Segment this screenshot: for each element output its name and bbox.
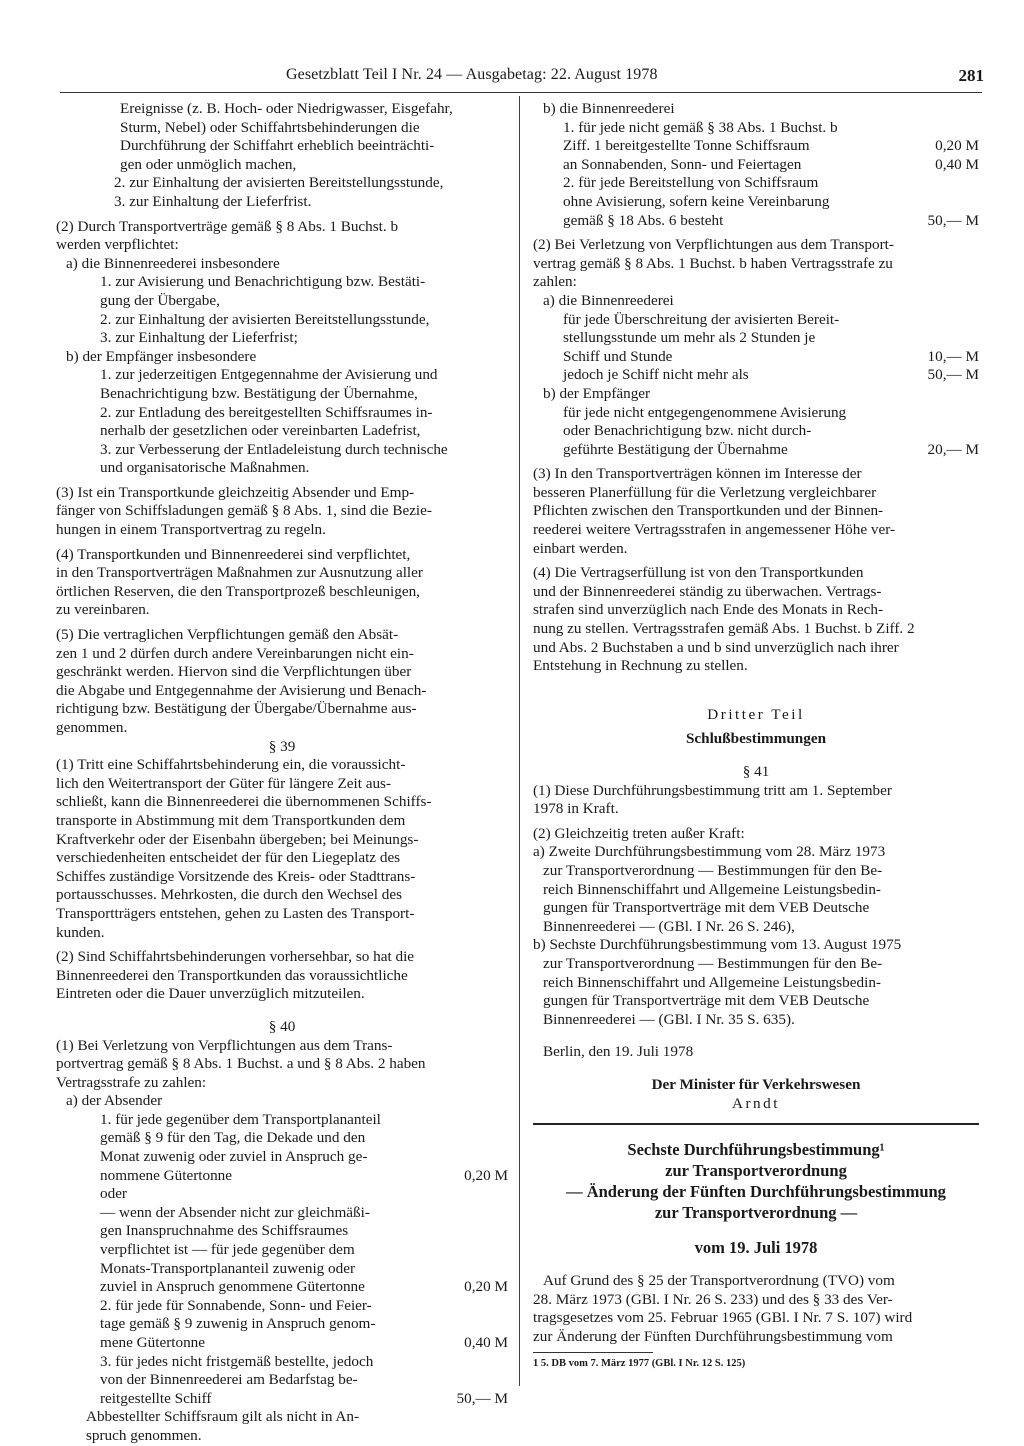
line-text: (4) Die Vertragserfüllung ist von den Transportkunden	[533, 564, 864, 582]
text-line	[56, 564, 508, 583]
line-text: spruch genommen.	[86, 1426, 202, 1444]
text-line	[56, 812, 508, 831]
text-line	[56, 174, 508, 193]
text-line	[56, 1167, 508, 1186]
text-line	[56, 1111, 508, 1130]
line-text: Abbestellter Schiffsraum gilt als nicht in An-	[86, 1408, 360, 1426]
line-text: und organisatorische Maßnahmen.	[100, 459, 310, 477]
text-line	[533, 1076, 979, 1095]
line-text: reich Binnenschiffahrt und Allgemeine Leistungsbedin-	[543, 973, 881, 991]
text-line	[533, 1291, 979, 1310]
penalty-amount: 0,40 M	[464, 1334, 508, 1351]
line-text: gung der Übergabe,	[100, 291, 220, 309]
line-text: 3. für jedes nicht fristgemäß bestellte, jedoch	[100, 1352, 374, 1370]
line-text: Berlin, den 19. Juli 1978	[543, 1043, 694, 1061]
text-line	[533, 918, 979, 937]
text-line	[533, 992, 979, 1011]
header-rule	[60, 92, 982, 93]
line-text: Schiff und Stunde	[563, 347, 673, 365]
text-line	[533, 255, 979, 274]
line-text: nommene Gütertonne	[100, 1166, 233, 1184]
line-text: richtigung bzw. Bestätigung der Übergabe/Übernahme aus-	[56, 700, 417, 718]
line-text: fänger von Schiffsladungen gemäß § 8 Abs. 1, sind die Bezie-	[56, 502, 432, 520]
text-line	[56, 849, 508, 868]
text-line	[533, 156, 979, 175]
line-text: 2. zur Einhaltung der avisierten Bereitstellungsstunde,	[100, 310, 430, 328]
line-text: — wenn der Absender nicht zur gleichmäßi-	[100, 1203, 370, 1221]
penalty-amount: 10,— M	[927, 347, 979, 365]
line-text: zuviel in Anspruch genommene Gütertonne	[100, 1278, 365, 1296]
footnote-rule	[533, 1352, 653, 1353]
line-text: (4) Transportkunden und Binnenreederei sind verpflichtet,	[56, 545, 411, 563]
text-line	[56, 1092, 508, 1111]
text-line	[56, 1037, 508, 1056]
text-line	[56, 868, 508, 887]
line-text: b) der Empfänger insbesondere	[66, 347, 257, 365]
text-line	[56, 329, 508, 348]
line-text: (1) Tritt eine Schiffahrtsbehinderung ein, die voraussicht-	[56, 756, 406, 774]
line-text: Der Minister für Verkehrswesen	[651, 1075, 861, 1093]
text-line	[56, 1018, 508, 1037]
text-line	[56, 1390, 508, 1409]
spacer	[56, 1004, 508, 1018]
line-text: gen Inanspruchnahme des Schiffsraumes	[100, 1222, 349, 1240]
text-line	[533, 1202, 979, 1223]
line-text: nerhalb der gesetzlichen oder vereinbarten Ladefrist,	[100, 422, 421, 440]
line-text: a) Zweite Durchführungsbestimmung vom 28. März 1973	[533, 843, 886, 861]
text-line	[533, 1272, 979, 1291]
text-line	[56, 1074, 508, 1093]
text-line	[56, 1315, 508, 1334]
line-text: Binnenreederei — (GBl. I Nr. 26 S. 246),	[543, 917, 795, 935]
line-text: Eintreten oder die Dauer unverzüglich mitzuteilen.	[56, 985, 365, 1003]
line-text: portausschusses. Mehrkosten, die durch den Wechsel des	[56, 886, 403, 904]
penalty-amount: 0,20 M	[935, 137, 979, 155]
text-line	[533, 422, 979, 441]
line-text: 1. zur jederzeitigen Entgegennahme der Avisierung und	[100, 366, 438, 384]
line-text: Dritter Teil	[707, 705, 805, 723]
text-line	[533, 521, 979, 540]
line-text: b) Sechste Durchführungsbestimmung vom 13. August 1975	[533, 936, 902, 954]
text-line	[56, 137, 508, 156]
right-column	[533, 100, 979, 1371]
footnote: 1 5. DB vom 7. März 1977 (GBl. I Nr. 12 S. 125)	[533, 1358, 746, 1370]
line-text: 3. zur Einhaltung der Lieferfrist.	[114, 192, 312, 210]
line-text: Schiffes zuständige Vorsitzende des Kreis- oder Stadttrans-	[56, 867, 416, 885]
text-line	[56, 1408, 508, 1427]
text-line	[533, 236, 979, 255]
text-line	[56, 1222, 508, 1241]
penalty-amount: 0,40 M	[935, 155, 979, 173]
line-text: (5) Die vertraglichen Verpflichtungen gemäß den Absät-	[56, 626, 399, 644]
line-text: tragsgesetzes vom 25. Februar 1965 (GBl. I Nr. 7 S. 107) wird	[533, 1309, 913, 1327]
text-line	[56, 502, 508, 521]
text-line	[533, 441, 979, 460]
text-line	[56, 719, 508, 738]
text-line	[56, 700, 508, 719]
line-text: gemäß § 9 für den Tag, die Dekade und den	[100, 1129, 366, 1147]
line-text: zur Transportverordnung — Bestimmungen für den Be-	[543, 861, 883, 879]
text-line	[56, 948, 508, 967]
text-line	[533, 1043, 979, 1062]
text-line	[533, 564, 979, 583]
line-text: 1. zur Avisierung und Benachrichtigung bzw. Bestäti-	[100, 273, 426, 291]
spacer	[533, 676, 979, 706]
line-text: Benachrichtigung bzw. Bestätigung der Übernahme,	[100, 384, 418, 402]
text-line	[533, 348, 979, 367]
line-text: besseren Planerfüllung für die Verletzung vergleichbarer	[533, 483, 877, 501]
line-text: a) die Binnenreederei insbesondere	[66, 254, 280, 272]
line-text: tage gemäß § 9 zuwenig in Anspruch genom-	[100, 1315, 376, 1333]
text-line	[533, 825, 979, 844]
line-text: zur Transportverordnung —	[654, 1203, 858, 1223]
left-column	[56, 100, 508, 1446]
line-text: lich den Weitertransport der Güter für längere Zeit aus-	[56, 774, 392, 792]
text-line	[533, 311, 979, 330]
page-header	[30, 66, 984, 90]
line-text: — Änderung der Fünften Durchführungsbestimmung	[566, 1182, 946, 1202]
line-text: werden verpflichtet:	[56, 236, 179, 254]
line-text: Ereignisse (z. B. Hoch- oder Niedrigwasser, Eisgefahr,	[120, 100, 453, 117]
text-line	[56, 663, 508, 682]
penalty-amount: 50,— M	[927, 366, 979, 384]
text-line	[56, 1129, 508, 1148]
spacer	[533, 1258, 979, 1272]
line-text: nung zu stellen. Vertragsstrafen gemäß Abs. 1 Buchst. b Ziff. 2	[533, 620, 915, 638]
line-text: Auf Grund des § 25 der Transportverordnung (TVO) vom	[543, 1272, 895, 1290]
text-line	[56, 905, 508, 924]
text-line	[533, 706, 979, 725]
line-text: geschränkt werden. Hiervon sind die Verpflichtungen über	[56, 663, 412, 681]
text-line	[533, 502, 979, 521]
line-text: oder	[100, 1185, 127, 1203]
text-line	[56, 385, 508, 404]
text-line	[533, 100, 979, 119]
text-line	[533, 1237, 979, 1258]
text-line	[533, 843, 979, 862]
line-text: (3) Ist ein Transportkunde gleichzeitig Absender und Emp-	[56, 483, 415, 501]
text-line	[533, 782, 979, 801]
line-text: Vertragsstrafe zu zahlen:	[56, 1073, 207, 1091]
line-text: portvertrag gemäß § 8 Abs. 1 Buchst. a und § 8 Abs. 2 haben	[56, 1055, 426, 1073]
line-text: 3. zur Einhaltung der Lieferfrist;	[100, 329, 298, 347]
line-text: gungen für Transportverträge mit dem VEB Deutsche	[543, 899, 870, 917]
text-line	[56, 645, 508, 664]
text-line	[533, 881, 979, 900]
text-line	[533, 862, 979, 881]
line-text: 2. zur Entladung des bereitgestellten Schiffsraumes in-	[100, 403, 433, 421]
text-line	[533, 119, 979, 138]
text-line	[533, 366, 979, 385]
line-text: (2) Durch Transportverträge gemäß § 8 Abs. 1 Buchst. b	[56, 217, 399, 235]
text-line	[533, 1328, 979, 1347]
line-text: örtlichen Reserven, die den Transportprozeß beschleunigen,	[56, 582, 420, 600]
line-text: Sechste Durchführungsbestimmung¹	[627, 1140, 885, 1160]
line-text: Sturm, Nebel) oder Schiffahrtsbehinderungen die	[120, 118, 420, 136]
line-text: die Abgabe und Entgegennahme der Avisierung und Benach-	[56, 681, 427, 699]
text-line	[533, 465, 979, 484]
line-text: § 39	[268, 737, 296, 755]
section-rule	[533, 1123, 979, 1125]
page-number: 281	[958, 66, 984, 85]
line-text: für jede nicht entgegengenommene Avisierung	[563, 403, 847, 421]
text-line	[56, 924, 508, 943]
line-text: zen 1 und 2 dürfen durch andere Vereinbarungen nicht ein-	[56, 644, 414, 662]
line-text: 2. für jede Bereitstellung von Schiffsraum	[563, 174, 819, 192]
line-text: strafen sind unverzüglich nach Ende des Monats in Rech-	[533, 601, 884, 619]
text-line	[533, 936, 979, 955]
text-line	[56, 601, 508, 620]
line-text: 1. für jede gegenüber dem Transportplananteil	[100, 1110, 381, 1128]
spacer	[533, 1062, 979, 1076]
line-text: in den Transportverträgen Maßnahmen zur Ausnutzung aller	[56, 564, 423, 582]
text-line	[56, 218, 508, 237]
line-text: 1. für jede nicht gemäß § 38 Abs. 1 Buchst. b	[563, 118, 838, 136]
text-line	[56, 404, 508, 423]
text-line	[56, 521, 508, 540]
text-line	[533, 974, 979, 993]
text-line	[533, 540, 979, 559]
text-line	[56, 1185, 508, 1204]
penalty-amount: 0,20 M	[464, 1166, 508, 1184]
line-text: reederei weitere Vertragsstrafen in angemessener Höhe ver-	[533, 521, 896, 539]
line-text: vom 19. Juli 1978	[694, 1238, 818, 1258]
text-line	[56, 119, 508, 138]
line-text: für jede Überschreitung der avisierten Bereit-	[563, 310, 840, 328]
header-title: Gesetzblatt Teil I Nr. 24 — Ausgabetag: 22. August 1978	[286, 66, 658, 83]
line-text: Monat zuwenig oder zuviel in Anspruch ge-	[100, 1148, 368, 1166]
text-line	[533, 1181, 979, 1202]
text-line	[56, 441, 508, 460]
text-line	[56, 1371, 508, 1390]
line-text: (2) Gleichzeitig treten außer Kraft:	[533, 824, 745, 842]
text-line	[56, 1334, 508, 1353]
line-text: zur Änderung der Fünften Durchführungsbestimmung vom	[533, 1327, 893, 1345]
line-text: und Abs. 2 Buchstaben a und b sind unverzüglich nach ihrer	[533, 638, 899, 656]
line-text: § 41	[742, 763, 770, 780]
text-line	[533, 800, 979, 819]
line-text: mene Gütertonne	[100, 1334, 206, 1351]
text-line	[56, 193, 508, 212]
text-line	[56, 311, 508, 330]
spacer	[533, 1223, 979, 1237]
text-line	[56, 156, 508, 175]
text-line	[56, 1204, 508, 1223]
text-line	[56, 273, 508, 292]
text-line	[56, 348, 508, 367]
line-text: zahlen:	[533, 273, 577, 291]
line-text: (1) Bei Verletzung von Verpflichtungen aus dem Trans-	[56, 1036, 393, 1054]
text-line	[56, 1148, 508, 1167]
line-text: 2. zur Einhaltung der avisierten Bereitstellungsstunde,	[114, 174, 444, 192]
line-text: reitgestellte Schiff	[100, 1389, 212, 1407]
line-text: Binnenreederei den Transportkunden das voraussichtliche	[56, 966, 408, 984]
text-line	[56, 985, 508, 1004]
text-line	[56, 886, 508, 905]
text-line	[533, 601, 979, 620]
text-line	[533, 1309, 979, 1328]
text-line	[533, 212, 979, 231]
text-line	[56, 682, 508, 701]
text-line	[56, 1427, 508, 1446]
line-text: genommen.	[56, 719, 128, 736]
column-divider	[519, 96, 520, 1386]
line-text: Schlußbestimmungen	[685, 730, 827, 748]
line-text: (1) Diese Durchführungsbestimmung tritt am 1. September	[533, 781, 892, 799]
text-line	[533, 1011, 979, 1030]
text-line	[56, 366, 508, 385]
line-text: oder Benachrichtigung bzw. nicht durch-	[563, 422, 812, 440]
text-line	[533, 273, 979, 292]
text-line	[56, 484, 508, 503]
line-text: jedoch je Schiff nicht mehr als	[563, 366, 749, 384]
line-text: 1978 in Kraft.	[533, 800, 619, 818]
line-text: an Sonnabenden, Sonn- und Feiertagen	[563, 155, 802, 173]
penalty-amount: 0,20 M	[464, 1278, 508, 1296]
line-text: transporte in Abstimmung mit dem Transportkunden dem	[56, 811, 406, 829]
text-line	[56, 967, 508, 986]
text-line	[56, 1241, 508, 1260]
line-text: 3. zur Verbesserung der Entladeleistung durch technische	[100, 440, 448, 458]
line-text: vertrag gemäß § 8 Abs. 1 Buchst. b haben Vertragsstrafe zu	[533, 254, 893, 272]
text-line	[56, 831, 508, 850]
line-text: § 40	[268, 1017, 296, 1035]
line-text: und der Binnenreederei ständig zu überwachen. Vertrags-	[533, 582, 882, 600]
penalty-amount: 50,— M	[927, 211, 979, 229]
line-text: zu vereinbaren.	[56, 601, 150, 619]
line-text: Entstehung in Rechnung zu stellen.	[533, 657, 748, 675]
line-text: Binnenreederei — (GBl. I Nr. 35 S. 635).	[543, 1010, 795, 1028]
text-line	[533, 657, 979, 676]
text-line	[56, 255, 508, 274]
text-line	[56, 1353, 508, 1372]
line-text: a) der Absender	[66, 1092, 163, 1110]
line-text: gen oder unmöglich machen,	[120, 155, 297, 173]
text-line	[533, 292, 979, 311]
spacer	[533, 749, 979, 763]
line-text: b) der Empfänger	[543, 384, 651, 402]
text-line	[533, 385, 979, 404]
line-text: stellungsstunde um mehr als 2 Stunden je	[563, 329, 816, 347]
line-text: verpflichtet ist — für jede gegenüber dem	[100, 1241, 355, 1259]
text-line	[56, 1055, 508, 1074]
text-line	[533, 404, 979, 423]
text-line	[56, 1260, 508, 1279]
text-line	[533, 1139, 979, 1160]
line-text: von der Binnenreederei am Bedarfstag be-	[100, 1371, 358, 1389]
text-line	[56, 1297, 508, 1316]
text-line	[533, 137, 979, 156]
line-text: b) die Binnenreederei	[543, 100, 675, 117]
text-line	[56, 626, 508, 645]
line-text: a) die Binnenreederei	[543, 291, 674, 309]
text-line	[533, 329, 979, 348]
line-text: einbart werden.	[533, 539, 628, 557]
line-text: (2) Sind Schiffahrtsbehinderungen vorhersehbar, so hat die	[56, 948, 415, 966]
penalty-amount: 20,— M	[927, 440, 979, 458]
text-line	[56, 756, 508, 775]
line-text: 28. März 1973 (GBl. I Nr. 26 S. 233) und des § 33 des Ver-	[533, 1290, 893, 1308]
line-text: kunden.	[56, 923, 105, 941]
text-line	[56, 583, 508, 602]
text-line	[533, 193, 979, 212]
text-line	[533, 730, 979, 749]
text-line	[56, 422, 508, 441]
text-line	[56, 292, 508, 311]
text-line	[533, 1095, 979, 1114]
line-text: schließt, kann die Binnenreederei die übernommenen Schiffs-	[56, 793, 432, 811]
text-line	[56, 236, 508, 255]
line-text: zur Transportverordnung	[665, 1161, 847, 1181]
text-line	[533, 174, 979, 193]
text-line	[56, 459, 508, 478]
line-text: Kraftverkehr oder der Eisenbahn übergeben; bei Meinungs-	[56, 830, 419, 848]
line-text: (3) In den Transportverträgen können im Interesse der	[533, 465, 862, 483]
line-text: gemäß § 18 Abs. 6 besteht	[563, 211, 724, 229]
text-line	[533, 763, 979, 782]
text-line	[533, 583, 979, 602]
line-text: gungen für Transportverträge mit dem VEB Deutsche	[543, 992, 870, 1010]
text-line	[533, 639, 979, 658]
line-text: Pflichten zwischen den Transportkunden und der Binnen-	[533, 502, 884, 520]
line-text: hungen in einem Transportvertrag zu regeln.	[56, 521, 326, 539]
spacer	[533, 1029, 979, 1043]
text-line	[533, 484, 979, 503]
line-text: Monats-Transportplananteil zuwenig oder	[100, 1259, 356, 1277]
text-line	[56, 546, 508, 565]
line-text: ohne Avisierung, sofern keine Vereinbarung	[563, 192, 830, 210]
line-text: 2. für jede für Sonnabende, Sonn- und Feier-	[100, 1296, 372, 1314]
text-line	[533, 955, 979, 974]
line-text: reich Binnenschiffahrt und Allgemeine Leistungsbedin-	[543, 880, 881, 898]
line-text: verschiedenheiten entscheidet der für den Liegeplatz des	[56, 849, 401, 867]
line-text: Arndt	[732, 1094, 780, 1112]
line-text: Ziff. 1 bereitgestellte Tonne Schiffsraum	[563, 137, 810, 155]
text-line	[56, 738, 508, 757]
text-line	[56, 100, 508, 119]
penalty-amount: 50,— M	[456, 1389, 508, 1407]
text-line	[533, 620, 979, 639]
line-text: (2) Bei Verletzung von Verpflichtungen aus dem Transport-	[533, 236, 894, 254]
line-text: Durchführung der Schiffahrt erheblich beeinträchti-	[120, 137, 435, 155]
text-line	[56, 793, 508, 812]
text-line	[533, 1160, 979, 1181]
line-text: geführte Bestätigung der Übernahme	[563, 440, 788, 458]
text-line	[56, 1278, 508, 1297]
text-line	[56, 775, 508, 794]
line-text: zur Transportverordnung — Bestimmungen für den Be-	[543, 954, 883, 972]
text-line	[533, 899, 979, 918]
line-text: Transportträgers entstehen, gehen zu Lasten des Transport-	[56, 904, 415, 922]
